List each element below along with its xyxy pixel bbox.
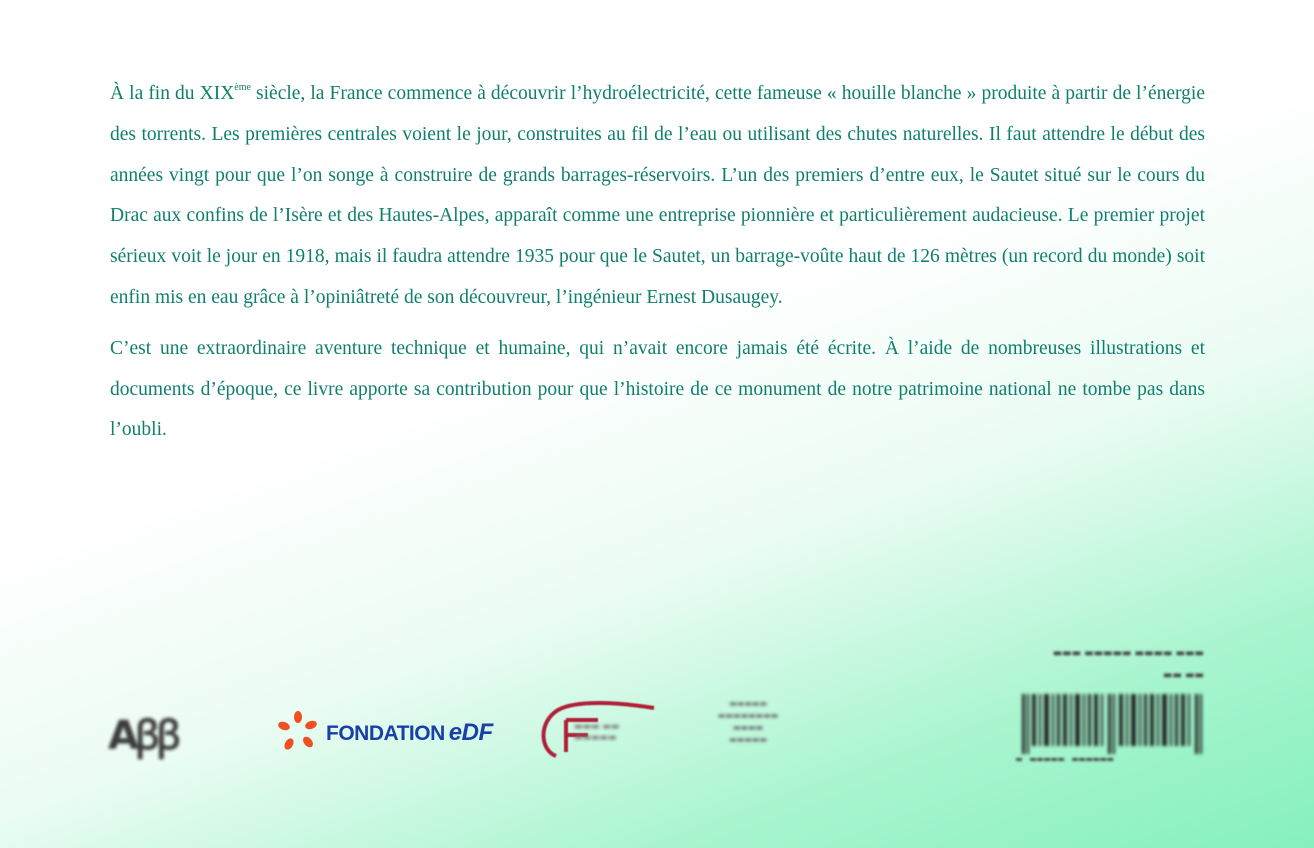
isbn-barcode xyxy=(990,644,1208,772)
isbn-text: ▬▬▬ ▬▬▬▬▬ ▬▬▬▬ ▬▬▬ xyxy=(1052,648,1204,659)
barcode-digits: ▬ ▬▬▬▬▬ ▬▬▬▬▬▬ xyxy=(1016,754,1115,765)
paragraph-history: À la fin du XIXème siècle, la France commence à découvrir l’hydroélectricité, cette fameuse « houille blanche » produite à partir de l’énergie des torrents. Les premières centrales voient le jour, construites au fil de l’eau ou utilisant des chutes naturelles. Il faut attendre le début des années vingt pour que l’on songe à construire de grands barrages-réservoirs. L’un des premiers d’entre eux, le Sautet situé sur le cours du Drac aux confins de l’Isère et des Hautes-Alpes, apparaît comme une entreprise pionnière et particulièrement audacieuse. Le premier projet sérieux voit le jour en 1918, mais il faudra attendre 1935 pour que le Sautet, un barrage-voûte haut de 126 mètres (un record du monde) soit enfin mis en eau grâce à l’opiniâtreté de son découvreur, l’ingénieur Ernest Dusaugey. xyxy=(110,82,1205,308)
partner-logos xyxy=(108,698,808,768)
f-emblem-caption: ▬▬▬ ▬▬ ▬▬▬▬▬ xyxy=(574,722,620,743)
price-text: ▬▬ ▬▬ xyxy=(1163,670,1204,681)
barcode-bars xyxy=(1020,694,1206,754)
paragraph-book-summary: C’est une extraordinaire aventure technique et humaine, qui n’avait encore jamais été écrite. À l’aide de nombreuses illustrations et documents d’époque, ce livre apporte sa contribution pour que l’histoire de ce monument de notre patrimoine national ne tombe pas dans l’oubli. xyxy=(110,337,1205,441)
back-cover-text xyxy=(110,74,1205,451)
fondation-edf-logo xyxy=(276,710,516,754)
small-partner-logo: ▬▬▬▬▬ ▬▬▬▬▬▬▬▬ ▬▬▬▬ ▬▬▬▬▬ xyxy=(717,699,779,744)
publisher-logo: ꓮꞵꞵ xyxy=(108,713,178,759)
superscript-eme: ème xyxy=(234,82,251,93)
edf-flower-icon xyxy=(276,710,320,754)
fondation-edf-wordmark: FONDATION eDF xyxy=(326,719,493,746)
f-emblem-logo xyxy=(536,700,660,762)
